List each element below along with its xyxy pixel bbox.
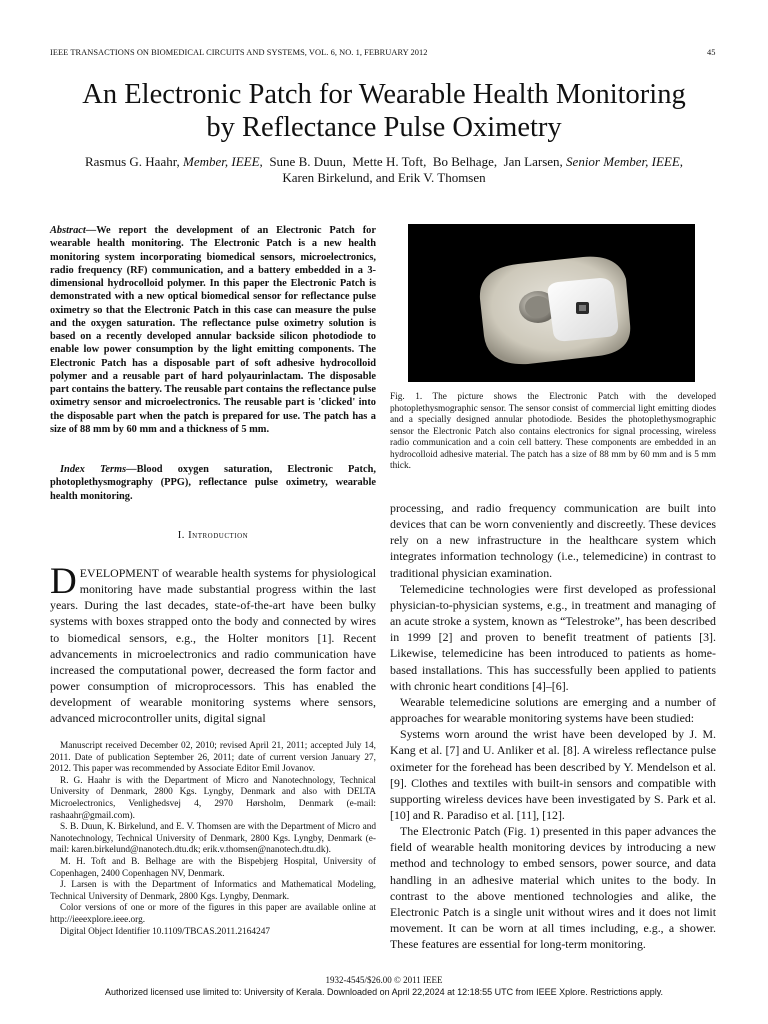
electronic-patch-image <box>408 224 695 382</box>
author-list <box>30 154 738 186</box>
title-line-2: by Reflectance Pulse Oximetry <box>206 112 562 143</box>
license-notice: Authorized licensed use limited to: University of Kerala. Downloaded on April 22,2024 at 12:18:55 UTC from IEEE Xplore. Restrictions apply. <box>104 987 664 997</box>
intro-lead: EVELOPMENT <box>79 566 159 580</box>
figure-caption: Fig. 1. The picture shows the Electronic Patch with the developed photoplethysmographic sensor. The sensor consist of commercial light emitting diodes and a specially designed annular photodiode. Besides the photoplethysmographic sensor the Electronic Patch also contains electronics for signal processing, wireless radio communication and a coin cell battery. These components are embedded in an hydrocolloid adhesive material. The patch has a size of 88 mm by 60 mm and is 5 mm thick. <box>390 392 716 471</box>
author: Bo Belhage, <box>432 154 498 169</box>
footnote: Color versions of one or more of the figures in this paper are available online at http://ieeexplore.ieee.org. <box>50 903 376 925</box>
author-role: Senior Member, IEEE, <box>566 154 684 169</box>
index-terms-label: Index Terms <box>60 464 127 475</box>
author: Sune B. Duun, <box>269 154 346 169</box>
section-number: I. <box>177 530 185 541</box>
right-column-text <box>390 500 716 952</box>
paragraph: Systems worn around the wrist have been developed by J. M. Kang et al. [7] and U. Anliker et al. [8]. A wireless reflectance pulse oximeter for the forehead has been described by Y. Mendelson et al. [9]. Clothes and textiles with built-in sensors and compatible with supporting wireless devices have been investigated by S. Park et al. [10] and R. Paradiso et al. [11], [12]. <box>390 727 716 822</box>
author: Mette H. Toft, <box>352 154 427 169</box>
abstract <box>50 224 376 436</box>
section-heading <box>50 530 376 541</box>
author-role: Member, IEEE, <box>183 154 263 169</box>
footnote: J. Larsen is with the Department of Informatics and Mathematical Modeling, Technical University of Denmark, 2800 Kgs. Lyngby, Denmark. <box>50 880 376 902</box>
copyright-line: 1932-4545/$26.00 © 2011 IEEE <box>325 975 443 985</box>
abstract-text: —We report the development of an Electronic Patch for wearable health monitoring. The Electronic Patch is a new health monitoring system incorporating biomedical sensors, microelectronics, radio frequency (RF) communication, and a battery embedded in a 3-dimensional hydrocolloid polymer. In this paper the Electronic Patch is demonstrated with a new optical biomedical sensor for reflectance pulse oximetry so that the Electronic Patch in this case can measure the pulse and the oxygen saturation. The reflectance pulse oximetry solution is based on a recently developed annular backside silicon photodiode to enable low power consumption by the light emitting components. The Electronic Patch has a disposable part of soft adhesive hydrocolloid polymer and a reusable part of hard polyaurinlactam. The disposable part contains the battery. The reusable part contains the reflectance pulse oximetry sensor and microelectronics. The reusable part is 'clicked' into the disposable part when the patch is prepared for use. The patch has a size of 88 mm by 60 mm and a thickness of 5 mm. <box>50 225 376 435</box>
running-header: IEEE TRANSACTIONS ON BIOMEDICAL CIRCUITS AND SYSTEMS, VOL. 6, NO. 1, FEBRUARY 2012 <box>50 48 428 57</box>
footnote: S. B. Duun, K. Birkelund, and E. V. Thomsen are with the Department of Micro and Nanotechnology, Technical University of Denmark, 2800 Kgs. Lyngby, Denmark (e-mail: karen.birkelund@nanotech.dtu.dk; erik.v.thomsen@nanotech.dtu.dk). <box>50 822 376 856</box>
footnote: M. H. Toft and B. Belhage are with the Bispebjerg Hospital, University of Copenhagen, 2400 Copenhagen NV, Denmark. <box>50 856 376 879</box>
intro-text: of wearable health systems for physiological monitoring have made substantial progress within the last years. During the last decades, state-of-the-art have been bulky systems with boxes strapped onto the body and connected by wires to biomedical sensors, e.g., the Holter monitors [1]. Recent advancements in microelectronics and radio communication have increased the computational power, decreased the form factor and power consumption of microprocessors. This has enabled the development of wearable monitoring systems where sensors, advanced microcontroller units, digital signal <box>50 566 376 726</box>
paragraph: Telemedicine technologies were first developed as professional physician-to-physician systems, e.g., in treatment and managing of an acute stroke a system, known as “Telestroke”, has been described in 1999 [2] and proven to benefit treatment of patients [3]. Likewise, telemedicine has been introduced to patients as home-based installations. This has successfully been applied to patients with chronic heart conditions [4]–[6]. <box>390 581 716 693</box>
author-line-1 <box>30 154 738 170</box>
paragraph: The Electronic Patch (Fig. 1) presented in this paper advances the field of wearable health monitoring devices by introducing a new method and technology to embed sensors, power source, and data handling in an adhesive material which unites to the body. In contrast to the above mentioned technologies and alike, the Electronic Patch is a single unit without wires and it does not limit movement. It can be worn at all times including, e.g., a shower. These features are essential for long-term monitoring. <box>390 824 716 952</box>
drop-cap: D <box>50 561 77 602</box>
footnotes <box>50 741 376 938</box>
index-terms <box>50 463 376 503</box>
author: Jan Larsen, <box>503 154 563 169</box>
intro-paragraph <box>50 561 376 727</box>
page-number: 45 <box>707 48 716 57</box>
figure-1-photo <box>408 224 695 382</box>
paragraph: Wearable telemedicine solutions are emerging and a number of approaches for wearable monitoring systems have been studied: <box>390 694 716 726</box>
footnote: R. G. Haahr is with the Department of Micro and Nanotechnology, Technical University of Denmark, 2800 Kgs. Lyngby, Denmark and also with DELTA Microelectronics, Venlighedsvej 4, 2970 Hørsholm, Denmark (e-mail: rashaahr@gmail.com). <box>50 775 376 821</box>
index-terms-text: —Blood oxygen saturation, Electronic Patch, photoplethysmography (PPG), reflectance pulse oximetry, wearable health monitoring. <box>50 464 376 502</box>
author: Rasmus G. Haahr, <box>84 154 180 169</box>
footnote: Manuscript received December 02, 2010; revised April 21, 2011; accepted July 14, 2011. Date of publication September 26, 2011; date of current version January 27, 2012. This paper was recommended by Associate Editor Emil Jovanov. <box>50 741 376 775</box>
paper-title <box>30 78 738 144</box>
paragraph: processing, and radio frequency communication are built into devices that can be worn conveniently and discreetly. These devices rely on a new infrastructure in the healthcare system which integrates information technology (i.e., telemedicine) in contrast to traditional physician examination. <box>390 501 716 580</box>
section-title: Introduction <box>188 530 249 541</box>
title-line-1: An Electronic Patch for Wearable Health Monitoring <box>82 79 686 110</box>
abstract-label: Abstract <box>50 225 86 236</box>
footnote-doi: Digital Object Identifier 10.1109/TBCAS.2011.2164247 <box>60 926 271 937</box>
author-line-2: Karen Birkelund, and Erik V. Thomsen <box>282 170 486 185</box>
